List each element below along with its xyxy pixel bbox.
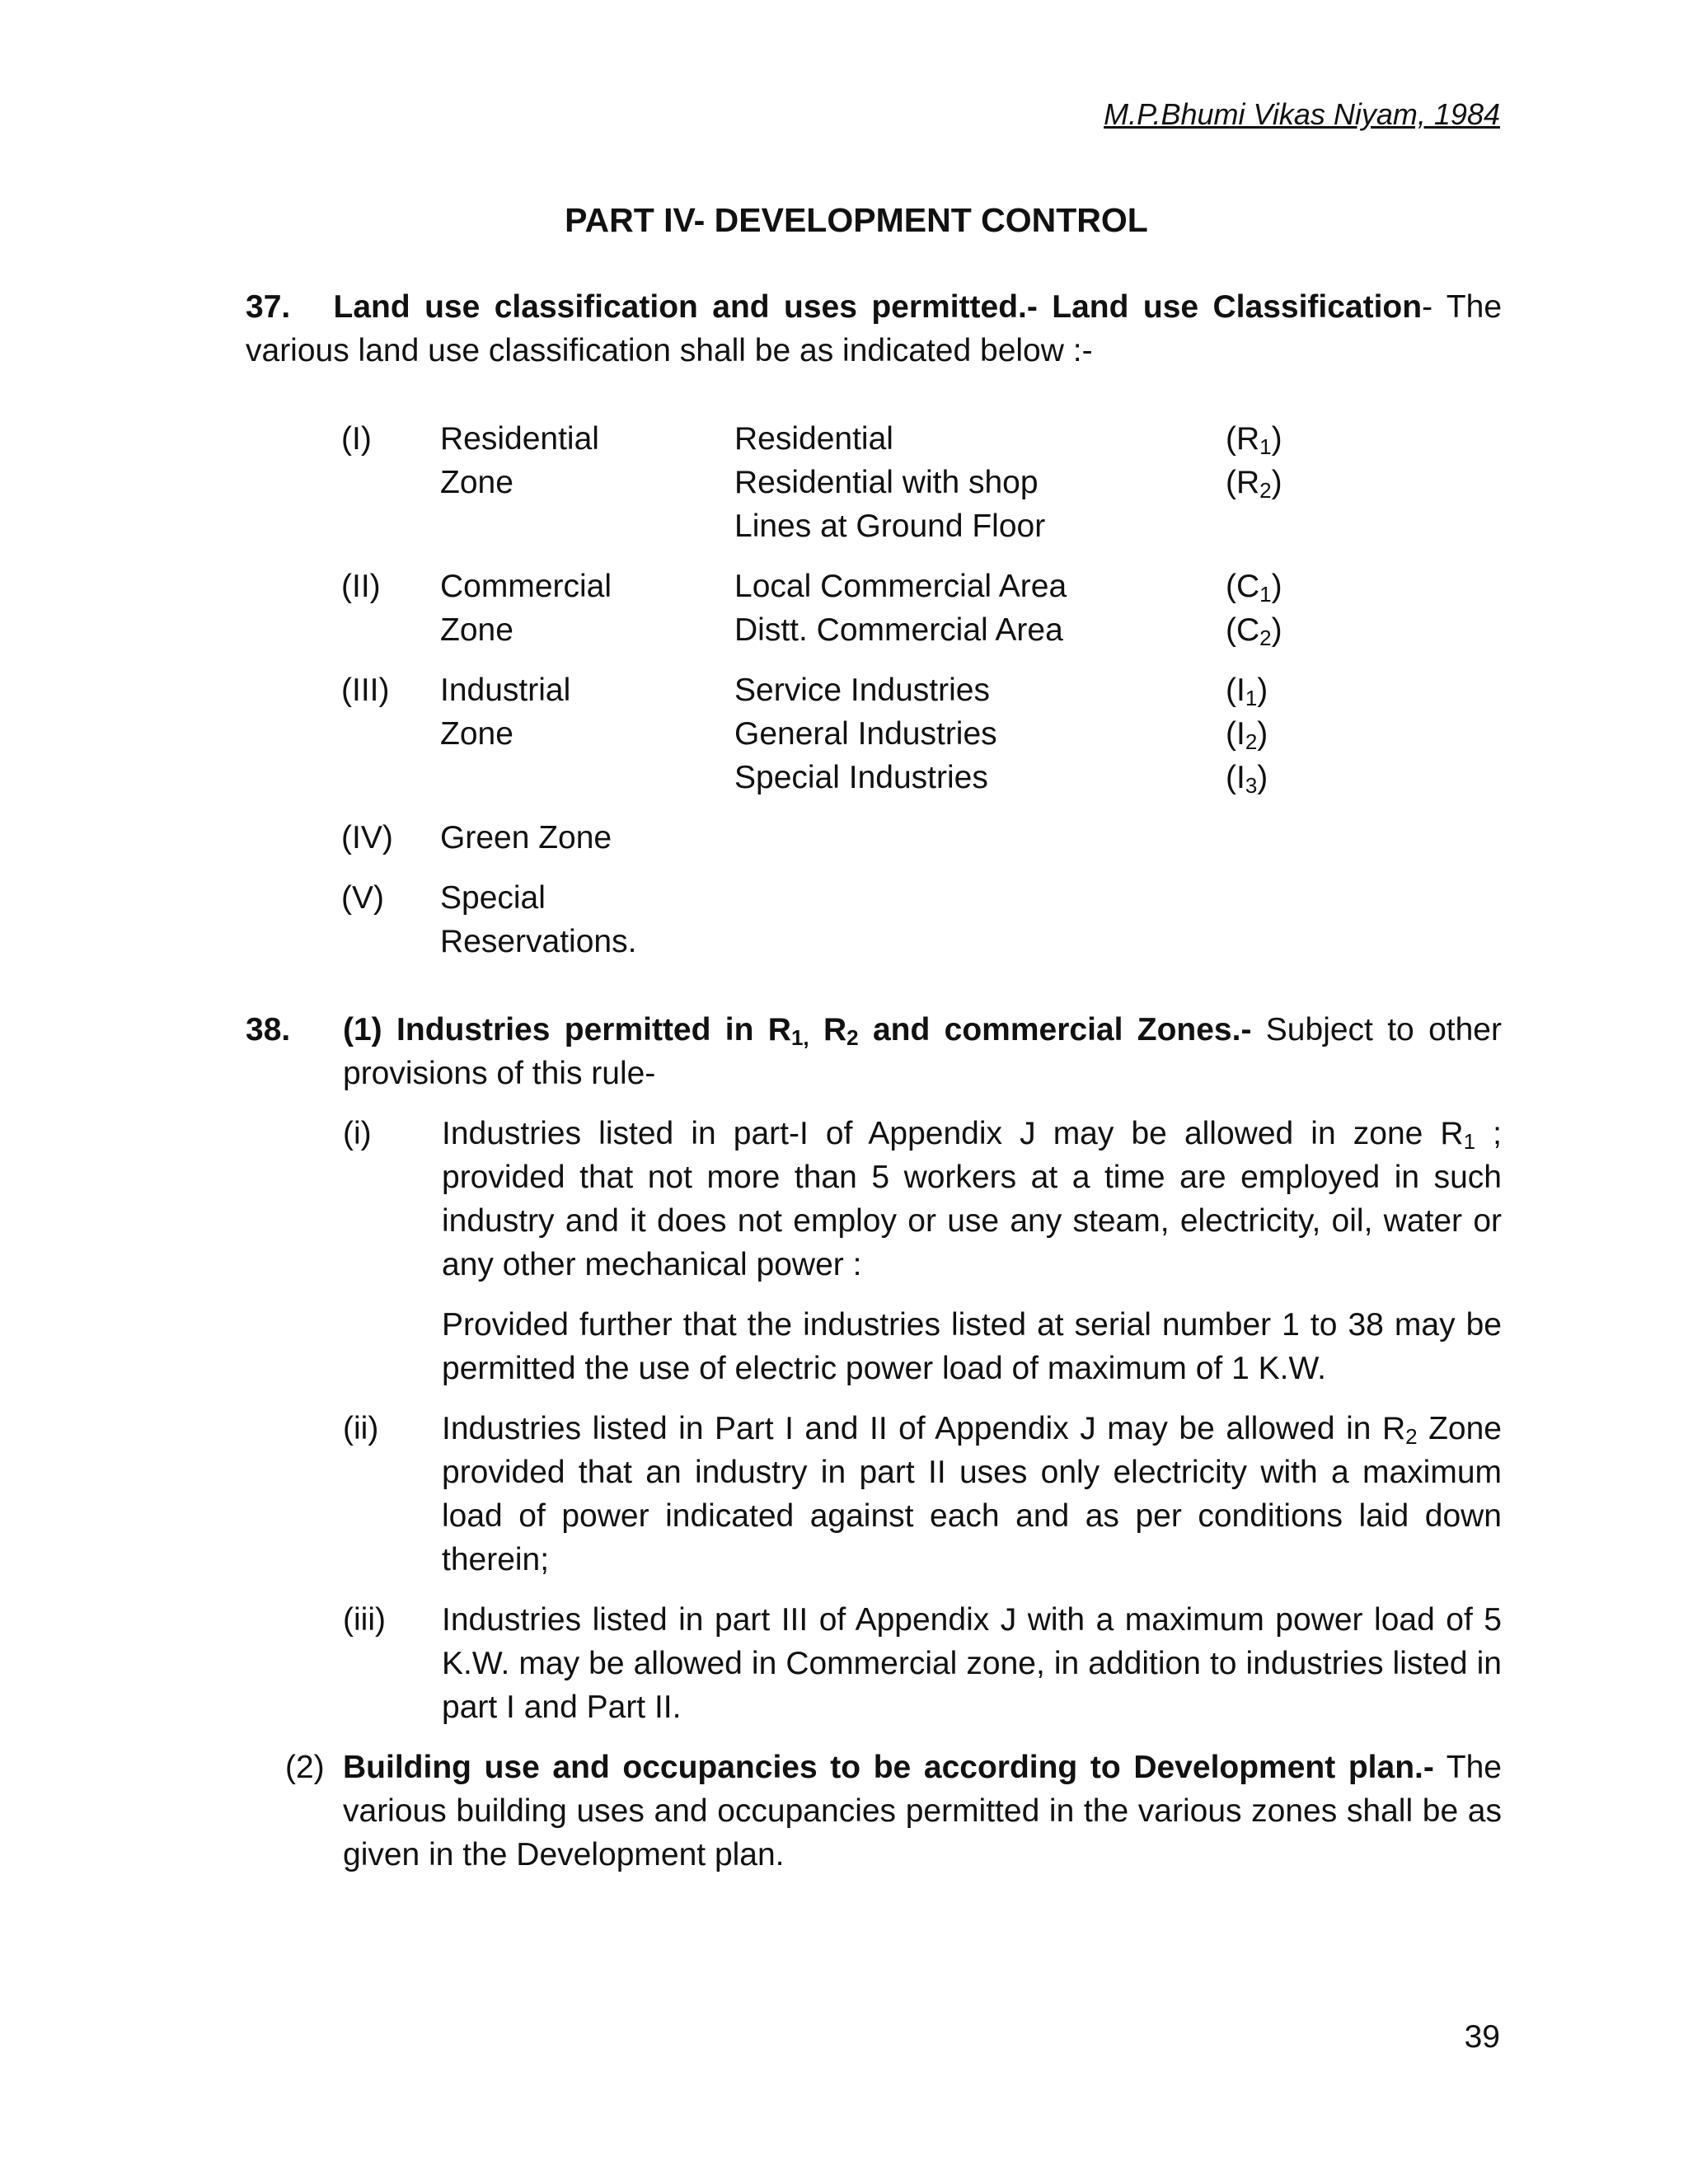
item-i-text: Industries listed in part-I of Appendix J may be allowed in zone $R_1$ ; provided that not more than 5 workers at a time are employed in such industry and it does not employ or use any steam, electricity, oil, water or any other mechanical power : (442, 1116, 1502, 1282)
item-iii-number: (iii) (343, 1602, 386, 1638)
land-use-classification-table (341, 417, 1325, 980)
zone-codes (1226, 565, 1325, 652)
zone-name-line: Zone (440, 716, 513, 752)
classification-group (341, 565, 1325, 652)
use-code: $(I_3)$ (1226, 760, 1268, 798)
use-code: $(I_2)$ (1226, 716, 1268, 754)
zone-codes (1226, 816, 1325, 860)
zone-name-line: Commercial (440, 569, 612, 604)
use-name: Special Industries (734, 760, 988, 795)
zone-name (440, 565, 734, 652)
zone-name-line: Industrial (440, 673, 571, 708)
sub-section-2 (246, 1746, 1502, 1877)
zone-codes (1226, 417, 1325, 548)
use-name: Residential with shop (734, 465, 1039, 500)
use-name: Local Commercial Area (734, 569, 1067, 604)
zone-uses (734, 417, 1226, 548)
proviso-text: Provided further that the industries listed at serial number 1 to 38 may be permitted the use of electric power load of maximum of 1 K.W. (442, 1307, 1502, 1386)
section-38 (246, 1008, 1502, 1877)
section-37-number: 37. (246, 289, 291, 325)
zone-number: (V) (341, 880, 384, 916)
item-iii-text: Industries listed in part III of Appendix J with a maximum power load of 5 K.W. may be allowed in Commercial zone, in addition to industries listed in part I and Part II. (442, 1602, 1502, 1725)
zone-number: (IV) (341, 820, 393, 855)
use-code: $(C_2)$ (1226, 612, 1282, 650)
sub2-label: (2) (285, 1750, 325, 1785)
zone-codes (1226, 668, 1325, 799)
zone-uses (734, 876, 1226, 963)
use-name: Lines at Ground Floor (734, 509, 1046, 544)
classification-group (341, 417, 1325, 548)
item-ii-text: Industries listed in Part I and II of Appendix J may be allowed in $R_2$ Zone provided that an industry in part II uses only electricity with a maximum load of power indicated against each and as per conditions laid down therein; (442, 1411, 1503, 1577)
zone-name-line: Zone (440, 465, 513, 500)
use-code (1226, 504, 1325, 548)
section-37 (246, 285, 1502, 373)
sub2-heading: Building use and occupancies to be according to Development plan.- (343, 1750, 1434, 1785)
zone-number: (II) (341, 569, 381, 604)
section-37-heading: Land use classification and uses permitted.- Land use Classification (333, 289, 1423, 325)
part-title: PART IV- DEVELOPMENT CONTROL (565, 201, 1148, 239)
classification-group (341, 876, 1325, 963)
use-code: $(R_2)$ (1226, 465, 1282, 503)
zone-uses (734, 816, 1226, 860)
zone-name (440, 876, 734, 963)
use-name: General Industries (734, 716, 997, 752)
sub2-text: The various building uses and occupancies permitted in the various zones shall be as given in the Development plan. (343, 1750, 1502, 1872)
running-header: M.P.Bhumi Vikas Niyam, 1984 (1104, 97, 1500, 131)
item-i-number: (i) (343, 1116, 372, 1151)
sub1-heading: Industries permitted in $R_{1,}$ $R_2$ and commercial Zones.- (396, 1012, 1252, 1050)
zone-uses (734, 565, 1226, 652)
use-name: Distt. Commercial Area (734, 612, 1063, 648)
section-37-text: - The various land use classification shall be as indicated below :- (246, 289, 1503, 368)
zone-name-line: Residential (440, 421, 599, 457)
use-code: $(C_1)$ (1226, 569, 1282, 607)
zone-name-line: Green Zone (440, 820, 612, 855)
zone-name-line: Special (440, 880, 546, 916)
use-code: $(I_1)$ (1226, 673, 1268, 710)
list-item (246, 1598, 1502, 1729)
use-code: $(R_1)$ (1226, 421, 1282, 459)
zone-name-line: Zone (440, 612, 513, 648)
zone-name (440, 668, 734, 799)
zone-name (440, 816, 734, 860)
zone-uses (734, 668, 1226, 799)
use-name: Residential (734, 421, 893, 457)
sub1-label: (1) (343, 1012, 382, 1047)
section-38-number: 38. (246, 1012, 291, 1047)
sub1-text: Subject to other provisions of this rule- (343, 1012, 1502, 1091)
list-item (246, 1112, 1502, 1286)
zone-number: (III) (341, 673, 390, 708)
zone-name (440, 417, 734, 548)
classification-group (341, 668, 1325, 799)
zone-number: (I) (341, 421, 372, 457)
item-ii-number: (ii) (343, 1411, 379, 1446)
list-item (246, 1407, 1502, 1582)
page-number: 39 (1464, 2019, 1500, 2055)
zone-codes (1226, 876, 1325, 963)
use-name: Service Industries (734, 673, 990, 708)
zone-name-line: Reservations. (440, 924, 637, 959)
classification-group (341, 816, 1325, 860)
